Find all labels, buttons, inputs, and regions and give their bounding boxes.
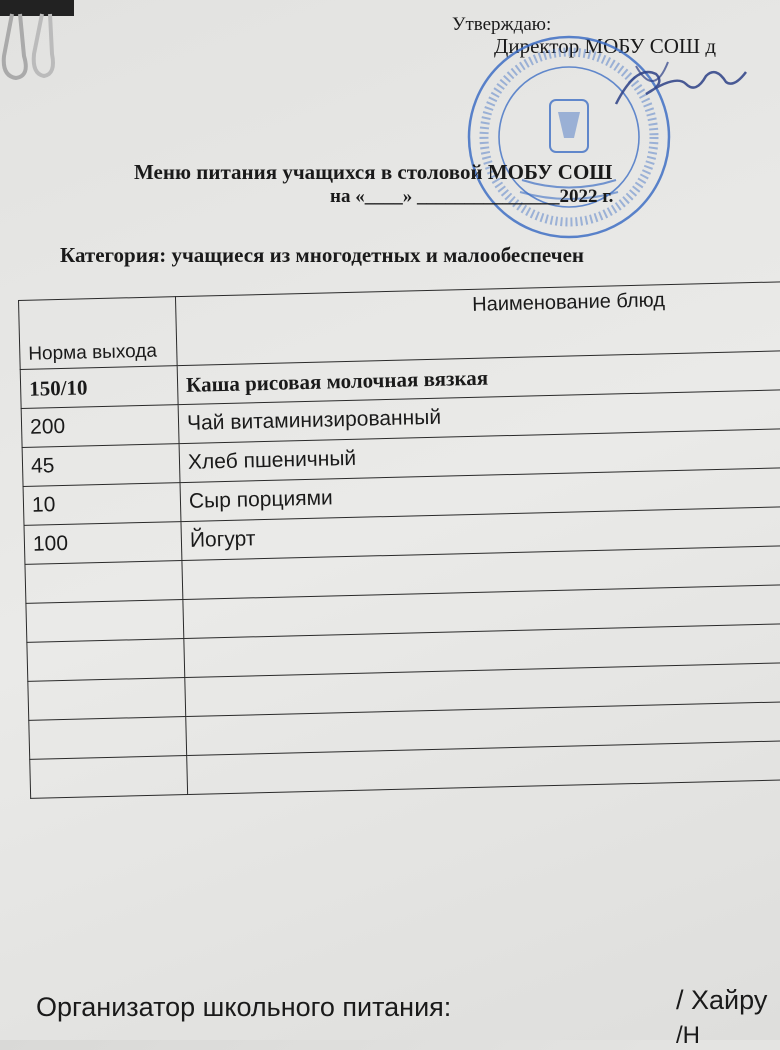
approve-label: Утверждаю: [452, 14, 552, 35]
norm-cell: 200 [21, 405, 179, 448]
norm-cell [26, 600, 184, 643]
menu-table-wrapper [18, 281, 780, 799]
norm-cell [30, 756, 188, 799]
organizer-label: Организатор школьного питания: [36, 992, 452, 1022]
organizer-signature-name: / Хайру [676, 985, 768, 1015]
director-signature-icon [606, 54, 756, 114]
norm-cell [29, 717, 187, 760]
norm-cell: 45 [22, 444, 180, 487]
header-dish: Наименование блюд [175, 281, 780, 365]
dish-cell: Йогурт [181, 506, 780, 560]
date-line: на «____» _______________2022 г. [330, 186, 614, 207]
dish-cell: Каша рисовая молочная вязкая [177, 350, 780, 404]
header-norm: Норма выхода [19, 297, 178, 370]
norm-cell: 10 [23, 483, 181, 526]
organizer-signature-name-2: /Н [676, 1022, 700, 1049]
norm-cell: 150/10 [20, 366, 178, 409]
director-label: Директор МОБУ СОШ д [494, 34, 717, 58]
menu-table [18, 281, 780, 799]
norm-cell [27, 639, 185, 682]
page-title: Меню питания учащихся в столовой МОБУ СОШ [134, 160, 613, 184]
dish-cell: Чай витаминизированный [178, 389, 780, 443]
norm-cell: 100 [24, 522, 182, 565]
dish-cell: Сыр порциями [180, 467, 780, 521]
binder-clip-icon [0, 0, 74, 88]
norm-cell [28, 678, 186, 721]
category-line: Категория: учащиеся из многодетных и малообеспечен [60, 243, 584, 267]
norm-cell [25, 561, 183, 604]
dish-cell: Хлеб пшеничный [179, 428, 780, 482]
